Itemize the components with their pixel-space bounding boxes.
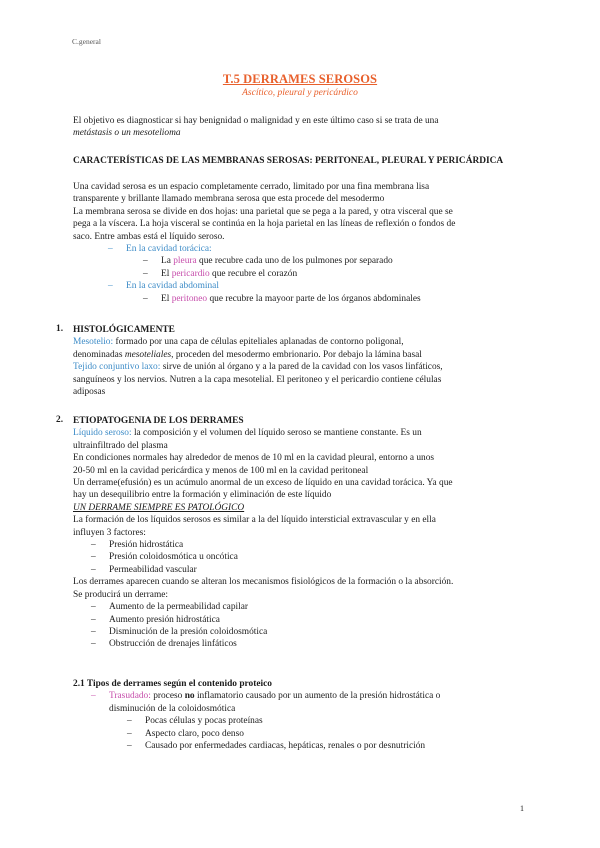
list-item: – Aspecto claro, poco denso [127,728,244,739]
section-number: 2. [56,415,64,425]
list-item: – En la cavidad abdominal [108,281,219,292]
list-item: – El pericardio que recubre el corazón [143,268,298,279]
causas-list [73,601,533,651]
list-item: – Permeabilidad vascular [91,564,197,575]
factores-list [73,539,533,576]
document-title: T.5 DERRAMES SEROSOS [222,72,378,86]
list-item: – Aumento presión hidrostática [91,614,220,625]
page-number: 1 [520,804,524,813]
intro-paragraph: El objetivo es diagnosticar si hay benignidad o malignidad y en este último caso si se trata de una metástasis o un mesotelioma [73,116,439,139]
caracteristicas-body: Una cavidad serosa es un espacio completamente cerrado, limitado por una fina membrana lisa transparente y brillante llamado membrana serosa que esta procede del mesodermo La membrana serosa se divide en dos hojas: una parietal que se pega a la pared, y otra visceral que se pega a la víscera. La hoja visceral se continúa en la hoja parietal en las líneas de reflexión o fondos de saco. Entre ambas está el líquido seroso. – En la cavidad torácica: – La pleura que recubre cada uno de los pulmones por separado – El pericardio que recubre el corazón – En la cavidad abdominal – El peritoneo que recubre la mayoor parte de los órganos abdominales [73,181,533,305]
histo-section: HISTOLÓGICAMENTE Mesotelio: formado por una capa de células epiteliales aplanadas de contorno poligonal, denominadas mesoteliales, proceden del mesodermo embrionario. Por debajo la lámina basal Tejido conjuntivo laxo: sirve de unión al órgano y a la pared de la cavidad con los vasos linfáticos, sanguíneos y los nervios. Nutren a la capa mesotelial. El peritoneo y el pericardio contiene células adiposas [73,325,443,398]
etio-section: ETIOPATOGENIA DE LOS DERRAMES Líquido seroso: la composición y el volumen del líquido seroso se mantiene constante. Es un ultrainfiltrado del plasma En condiciones normales hay alrededor de menos de 10 ml en la cavidad pleural, entorno a unos 20-50 ml en la cavidad pericárdica y menos de 100 ml en la cavidad peritoneal Un derrame(efusión) es un acúmulo anormal de un exceso de líquido en una cavidad torácica. Ya que hay un desequilibrio entre la formación y eliminación de este líquido UN DERRAME SIEMPRE ES PATOLÓGICO La formación de los líquidos serosos es similar a la del líquido intersticial extravascular y en ella influyen 3 factores: – Presión hidrostática – Presión coloidosmótica u oncótica – Permeabilidad vascular Los derrames aparecen cuando se alteran los mecanismos fisiológicos de la formación o la absorción. Se producirá un derrame: – Aumento de la permeabilidad capilar – Aumento presión hidrostática – Disminución de la presión coloidosmótica – Obstrucción de drenajes linfáticos [73,415,533,651]
list-item: – Aumento de la permeabilidad capilar [91,602,249,613]
list-item: – Presión hidrostática [91,540,184,551]
list-item: – Trasudado: proceso no inflamatorio causado por un aumento de la presión hidrostática o [91,691,441,702]
caracteristicas-heading: CARACTERÍSTICAS DE LAS MEMBRANAS SEROSAS: PERITONEAL, PLEURAL Y PERICÁRDICA [73,156,504,166]
patologico-note: UN DERRAME SIEMPRE ES PATOLÓGICO [73,502,245,513]
list-item: – La pleura que recubre cada uno de los pulmones por separado [143,256,393,267]
document-subtitle: Ascítico, pleural y pericárdico [242,88,358,98]
running-header: C.general [72,37,101,46]
trasudado-list [91,715,533,752]
list-item: – Presión coloidosmótica u oncótica [91,552,238,563]
cavity-list [73,243,533,305]
tipos-section: 2.1 Tipos de derrames según el contenido proteico – Trasudado: proceso no inflamatorio causado por un aumento de la presión hidrostática o disminución de la coloidosmótica – Pocas células y pocas proteínas – Aspecto claro, poco denso – Causado por enfermedades cardiacas, hepáticas, renales o por desnutrición [73,678,533,752]
list-item: – En la cavidad torácica: [108,244,212,255]
list-item: – Disminución de la presión coloidosmótica [91,626,268,637]
section-number: 1. [56,324,64,334]
list-item: – Pocas células y pocas proteínas [127,716,263,727]
list-item: – El peritoneo que recubre la mayoor parte de los órganos abdominales [143,293,421,304]
list-item: – Obstrucción de drenajes linfáticos [91,639,237,650]
list-item: – Causado por enfermedades cardiacas, hepáticas, renales o por desnutrición [127,741,426,752]
